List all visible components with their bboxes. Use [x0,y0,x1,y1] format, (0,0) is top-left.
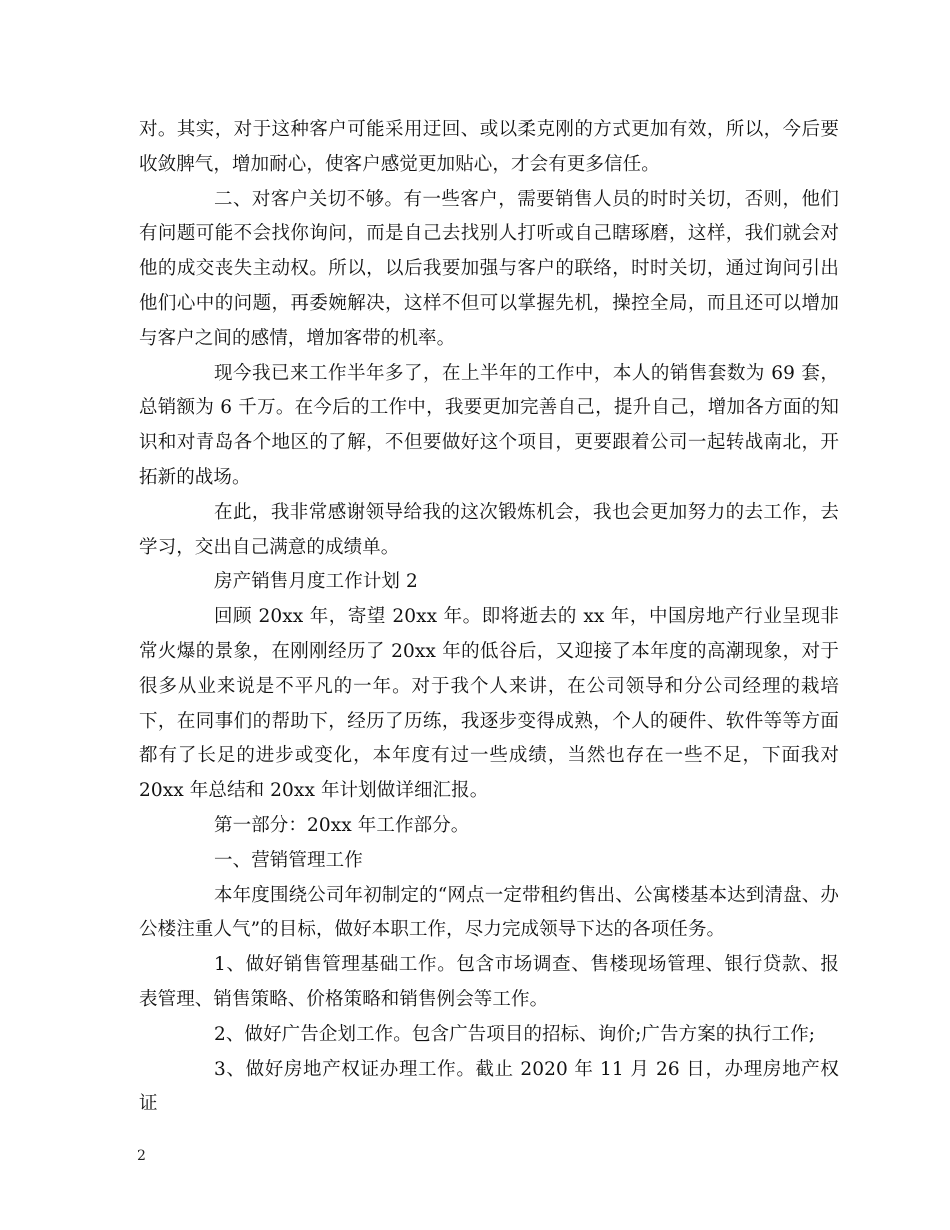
list-item: 2、做好广告企划工作。包含广告项目的招标、询价;广告方案的执行工作; [214,1023,816,1045]
paragraph: 对。其实，对于这种客户可能采用迂回、或以柔克刚的方式更加有效，所以，今后要收敛脾气，增加耐心，使客户感觉更加贴心，才会有更多信任。 [139,119,839,175]
list-item: 1、做好销售管理基础工作。包含市场调查、售楼现场管理、银行贷款、报表管理、销售策略、价格策略和销售例会等工作。 [139,954,839,1010]
section-heading: 一、营销管理工作 [214,849,363,871]
paragraph: 二、对客户关切不够。有一些客户，需要销售人员的时时关切，否则，他们有问题可能不会找你询问，而是自己去找别人打听或自己瞎琢磨，这样，我们就会对他的成交丧失主动权。所以，以后我要加强与客户的联络，时时关切，通过询问引出他们心中的问题，再委婉解决，这样不但可以掌握先机，操控全局，而且还可以增加与客户之间的感情，增加客带的机率。 [139,188,839,349]
page-number: 2 [137,1148,146,1164]
list-item: 3、做好房地产权证办理工作。截止 2020 年 11 月 26 日，办理房地产权证 [139,1058,839,1115]
document-body [139,113,839,1122]
paragraph: 本年度围绕公司年初制定的“网点一定带租约售出、公寓楼基本达到清盘、办公楼注重人气”的目标，做好本职工作，尽力完成领导下达的各项任务。 [139,884,839,941]
section-heading: 第一部分：20xx 年工作部分。 [214,814,470,836]
paragraph: 回顾 20xx 年，寄望 20xx 年。即将逝去的 xx 年，中国房地产行业呈现非常火爆的景象，在刚刚经历了 20xx 年的低谷后，又迎接了本年度的高潮现象，对于很多从业来说是不平凡的一年。对于我个人来讲，在公司领导和分公司经理的栽培下，在同事们的帮助下，经历了历练，我逐步变得成熟，个人的硬件、软件等等方面都有了长足的进步或变化，本年度有过一些成绩，当然也存在一些不足，下面我对 20xx 年总结和 20xx 年计划做详细汇报。 [139,606,839,802]
paragraph: 现今我已来工作半年多了，在上半年的工作中，本人的销售套数为 69 套，总销额为 6 千万。在今后的工作中，我要更加完善自己，提升自己，增加各方面的知识和对青岛各个地区的了解，不但要做好这个项目，更要跟着公司一起转战南北，开拓新的战场。 [139,362,839,488]
paragraph: 在此，我非常感谢领导给我的这次锻炼机会，我也会更加努力的去工作，去学习，交出自己满意的成绩单。 [139,501,839,558]
section-heading: 房产销售月度工作计划 2 [214,571,418,593]
